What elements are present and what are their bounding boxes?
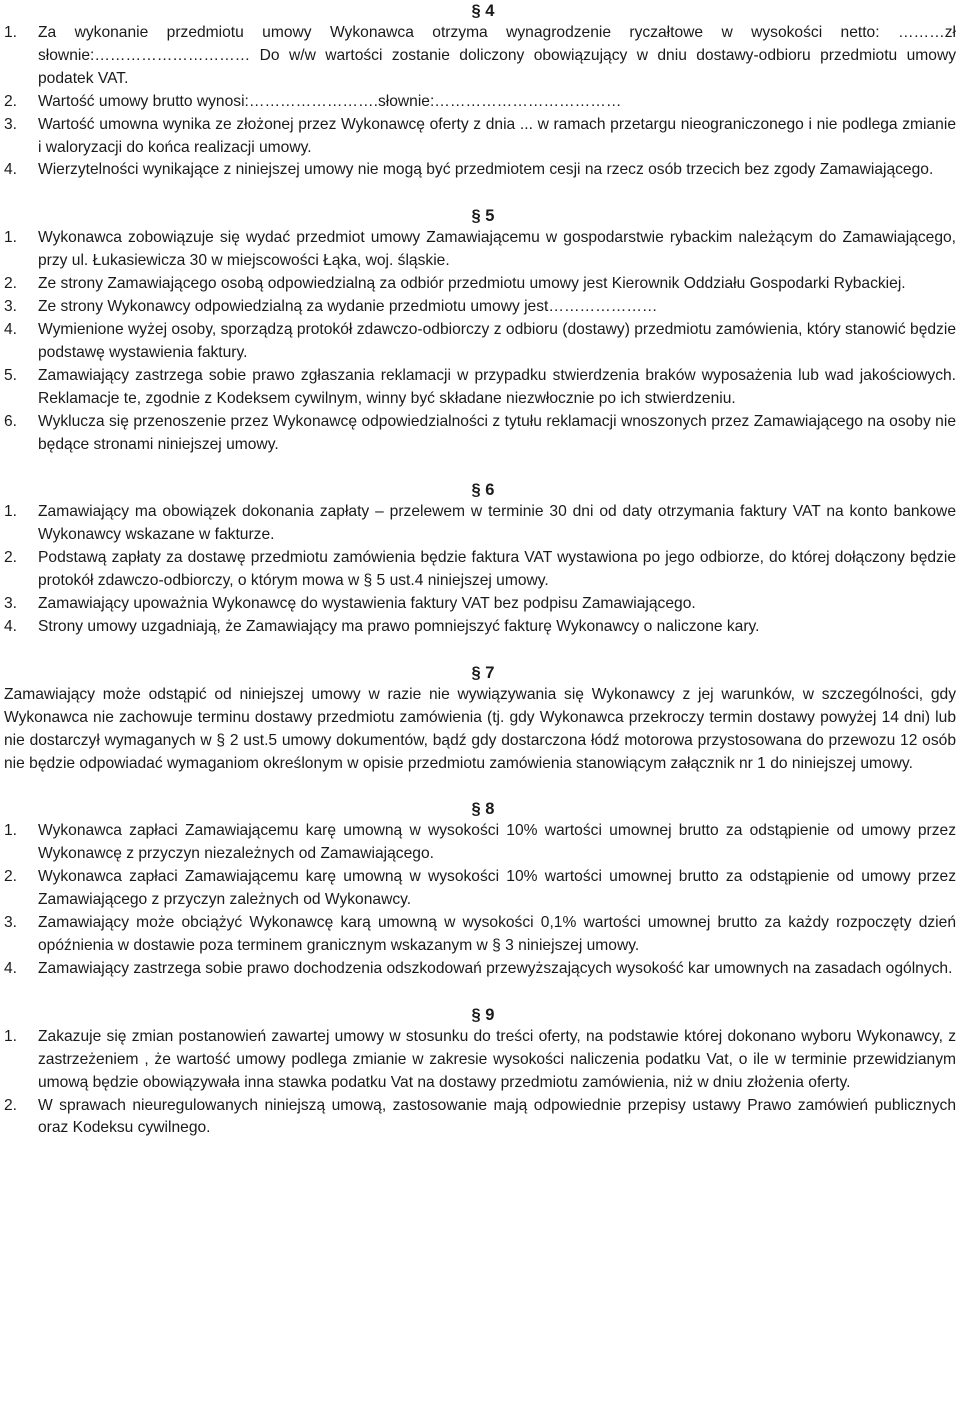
list-item [4,159,956,182]
item-number: 2. [4,275,18,293]
item-number: 3. [4,298,18,316]
section-heading: § 9 [471,1005,495,1024]
item-number: 2. [4,92,18,110]
list-item [4,411,956,457]
item-number: 4. [4,959,18,977]
item-number: 4. [4,161,18,179]
section-spacer [4,456,956,479]
section-spacer [4,775,956,798]
item-text: Wykonawca zapłaci Zamawiającemu karę umowną w wysokości 10% wartości umownej brutto za odstąpienie od umowy przez Wykonawcę z przyczyn niezależnych od Zamawiającego. [38,822,956,863]
clause-list [4,227,956,456]
item-text: Zamawiający upoważnia Wykonawcę do wystawienia faktury VAT bez podpisu Zamawiającego. [38,595,696,613]
item-number: 1. [4,24,18,41]
section-paragraph: Zamawiający może odstąpić od niniejszej umowy w razie nie wywiązywania się Wykonawcy z jej warunków, w szczególności, gdy Wykonawca nie zachowuje terminu dostawy przedmiotu zamówienia (tj. gdy Wykonawca przekroczy termin dostawy powyżej 14 dni) lub nie dostarczył wymaganych w § 2 ust.5 umowy dokumentów, bądź gdy dostarczona łódź motorowa przystosowana do przewozu 12 osób nie będzie odpowiadać wymaganiom określonym w opisie przedmiotu zamówienia stanowiącym załącznik nr 1 do niniejszej umowy. [4,685,956,772]
section-heading: § 5 [471,207,495,226]
list-item [4,501,956,547]
item-text: Wierzytelności wynikające z niniejszej umowy nie mogą być przedmiotem cesji na rzecz osób trzecich bez zgody Zamawiającego. [38,161,934,179]
item-number: 3. [4,914,18,932]
section-heading: § 4 [471,2,495,20]
item-text: Zamawiający może obciążyć Wykonawcę karą umowną w wysokości 0,1% wartości umownej brutto za każdy rozpoczęty dzień opóźnienia w dostawie poza terminem granicznym wskazanym w § 3 niniejszej umowy. [38,914,956,954]
clause-list [4,1026,956,1141]
item-number: 4. [4,617,18,635]
section-heading: § 7 [471,663,495,682]
item-text: Za wykonanie przedmiotu umowy Wykonawca otrzyma wynagrodzenie ryczałtowe w wysokości netto: ………zł słownie:………………………… Do w/w wartości zostanie doliczony obowiązujący w dniu dostawy-odbioru przedmiotu umowy podatek VAT. [38,24,956,87]
item-text: Wymienione wyżej osoby, sporządzą protokół zdawczo-odbiorczy z odbioru (dostawy) przedmiotu zamówienia, który stanowić będzie podstawę wystawienia faktury. [38,320,956,361]
section-9 [4,1004,956,1141]
section-5 [4,205,956,456]
section-4 [4,0,956,182]
item-text: W sprawach nieuregulowanych niniejszą umową, zastosowanie mają odpowiednie przepisy ustawy Prawo zamówień publicznych oraz Kodeksu cywilnego. [38,1096,956,1137]
item-number: 2. [4,1096,18,1114]
clause-list [4,501,956,638]
item-text: Wykonawca zapłaci Zamawiającemu karę umowną w wysokości 10% wartości umownej brutto za odstąpienie od umowy przez Zamawiającego z przyczyn zależnych od Wykonawcy. [38,868,956,909]
section-6 [4,479,956,638]
list-item [4,296,956,319]
item-number: 2. [4,549,18,567]
item-text: Wartość umowy brutto wynosi:…………………….słownie:……………………………… [38,92,622,110]
item-number: 6. [4,412,18,430]
item-number: 2. [4,868,18,886]
item-number: 1. [4,822,18,840]
item-text: Zakazuje się zmian postanowień zawartej umowy w stosunku do treści oferty, na podstawie której dokonano wyboru Wykonawcy, z zastrzeżeniem , że wartość umowy podlega zmianie w zakresie wysokości naliczenia podatku Vat, o ile w terminie przewidzianym umową będzie obowiązywała inna stawka podatku Vat na dostawy przedmiotu zamówienia, niż w dniu złożenia oferty. [38,1027,956,1091]
clause-list [4,820,956,980]
list-item [4,547,956,593]
item-text: Zamawiający ma obowiązek dokonania zapłaty – przelewem w terminie 30 dni od daty otrzymania faktury VAT na konto bankowe Wykonawcy wskazane w fakturze. [38,503,956,544]
list-item [4,616,956,639]
list-item [4,91,956,114]
item-number: 1. [4,229,18,247]
clause-list [4,22,956,182]
list-item [4,593,956,616]
list-item [4,958,956,981]
list-item [4,820,956,866]
list-item [4,114,956,160]
item-number: 1. [4,503,18,521]
item-text: Zamawiający zastrzega sobie prawo zgłaszania reklamacji w przypadku stwierdzenia braków wyposażenia lub wad jakościowych. Reklamacje te, zgodnie z Kodeksem cywilnym, winny być składane niezwłocznie po ich stwierdzeniu. [38,366,956,407]
item-number: 5. [4,366,18,384]
item-number: 4. [4,320,18,338]
list-item [4,22,956,91]
list-item [4,866,956,912]
item-text: Strony umowy uzgadniają, że Zamawiający ma prawo pomniejszyć fakturę Wykonawcy o naliczone kary. [38,617,760,635]
section-7 [4,662,956,776]
list-item [4,912,956,958]
section-spacer [4,639,956,662]
item-number: 1. [4,1027,18,1045]
item-text: Podstawą zapłaty za dostawę przedmiotu zamówienia będzie faktura VAT wystawiona po jego odbiorze, do której dołączony będzie protokół zdawczo-odbiorczy, o którym mowa w § 5 ust.4 niniejszej umowy. [38,549,956,590]
item-text: Wyklucza się przenoszenie przez Wykonawcę odpowiedzialności z tytułu reklamacji wnoszonych przez Zamawiającego na osoby nie będące stronami niniejszej umowy. [38,412,956,453]
item-text: Wartość umowna wynika ze złożonej przez Wykonawcę oferty z dnia ... w ramach przetargu nieograniczonego i nie podlega zmianie i waloryzacji do końca realizacji umowy. [38,115,956,156]
item-text: Zamawiający zastrzega sobie prawo dochodzenia odszkodowań przewyższających wysokość kar umownych na zasadach ogólnych. [38,959,953,977]
list-item [4,227,956,273]
item-text: Ze strony Zamawiającego osobą odpowiedzialną za odbiór przedmiotu umowy jest Kierownik Oddziału Gospodarki Rybackiej. [38,275,906,293]
section-spacer [4,182,956,205]
section-spacer [4,981,956,1004]
list-item [4,273,956,296]
list-item [4,365,956,411]
section-8 [4,798,956,980]
item-number: 3. [4,595,18,613]
list-item [4,319,956,365]
list-item [4,1095,956,1141]
item-text: Wykonawca zobowiązuje się wydać przedmiot umowy Zamawiającemu w gospodarstwie rybackim należącym do Zamawiającego, przy ul. Łukasiewicza 30 w miejscowości Łąka, woj. śląskie. [38,229,956,270]
item-text: Ze strony Wykonawcy odpowiedzialną za wydanie przedmiotu umowy jest………………… [38,298,658,316]
list-item [4,1026,956,1095]
section-heading: § 6 [471,481,495,500]
item-number: 3. [4,115,18,133]
section-heading: § 8 [471,800,495,819]
